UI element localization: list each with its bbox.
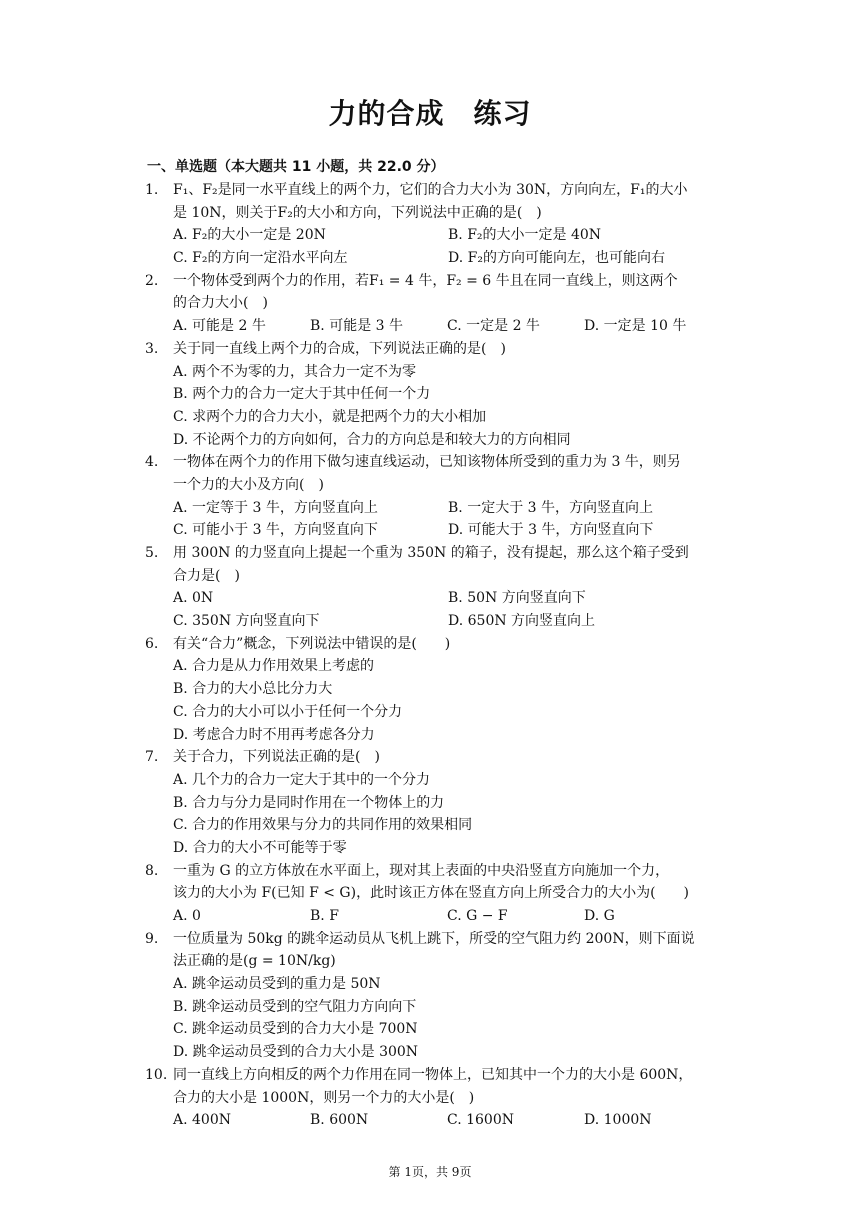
option-group — [145, 655, 720, 746]
question-list — [145, 179, 720, 1132]
answer-option: A. 一定等于 3 牛，方向竖直向上 — [173, 499, 378, 516]
question-number: 9. — [145, 930, 159, 947]
answer-option: A. 可能是 2 牛 — [173, 318, 266, 335]
question-number: 6. — [145, 635, 159, 652]
question-text: F₁、F₂是同一水平直线上的两个力，它们的合力大小为 30N，方向向左，F₁的大小 — [173, 182, 688, 198]
question-text: 关于合力，下列说法正确的是( ) — [173, 749, 380, 766]
question-text: 合力是( ) — [173, 567, 240, 584]
question-stem-line — [145, 474, 720, 497]
answer-option: D. 650N 方向竖直向上 — [448, 613, 596, 630]
answer-option: B. 一定大于 3 牛，方向竖直向上 — [448, 499, 653, 516]
answer-option: D. 一定是 10 牛 — [584, 318, 687, 335]
question-stem-line — [145, 542, 720, 565]
answer-option: D. 不论两个力的方向如何，合力的方向总是和较大力的方向相同 — [173, 431, 571, 448]
question-text: 一物体在两个力的作用下做匀速直线运动，已知该物体所受到的重力为 3 牛，则另 — [173, 454, 681, 471]
option-group — [145, 1109, 720, 1132]
answer-option: A. 合力是从力作用效果上考虑的 — [173, 658, 375, 675]
answer-option: A. 两个不为零的力，其合力一定不为零 — [173, 363, 417, 380]
answer-option: B. 50N 方向竖直向下 — [448, 590, 586, 607]
question-stem-line — [145, 746, 720, 769]
question-text: 有关“合力”概念，下列说法中错误的是( ) — [173, 635, 451, 652]
question-item — [145, 542, 720, 633]
question-item — [145, 270, 720, 338]
question-number: 2. — [145, 272, 159, 289]
question-text: 一个物体受到两个力的作用，若F₁ = 4 牛，F₂ = 6 牛且在同一直线上，则这两个 — [173, 272, 678, 289]
answer-option: A. 400N — [173, 1112, 231, 1129]
answer-option: C. 可能小于 3 牛，方向竖直向下 — [173, 522, 378, 539]
question-number: 1. — [145, 182, 159, 198]
question-text: 同一直线上方向相反的两个力作用在同一物体上，已知其中一个力的大小是 600N， — [173, 1066, 693, 1083]
option-group — [145, 587, 720, 632]
question-text: 法正确的是(g = 10N/kg) — [173, 953, 336, 970]
question-stem-line — [145, 179, 720, 202]
question-number: 10. — [145, 1066, 168, 1083]
option-group — [145, 497, 720, 542]
option-group — [145, 224, 720, 269]
question-item — [145, 746, 720, 859]
answer-option: B. 跳伞运动员受到的空气阻力方向向下 — [173, 998, 417, 1015]
question-item — [145, 928, 720, 1064]
question-item — [145, 338, 720, 451]
question-number: 4. — [145, 454, 159, 471]
answer-option: C. 350N 方向竖直向下 — [173, 613, 320, 630]
page-title: 力的合成 练习 — [328, 97, 532, 130]
answer-option: A. F₂的大小一定是 20N — [173, 227, 326, 244]
question-stem-line — [145, 1064, 720, 1087]
answer-option: D. F₂的方向可能向左，也可能向右 — [448, 250, 665, 267]
answer-option: D. G — [584, 908, 615, 924]
question-stem-line — [145, 928, 720, 951]
question-text: 用 300N 的力竖直向上提起一个重为 350N 的箱子，没有提起，那么这个箱子受到 — [173, 545, 689, 561]
question-stem-line — [145, 292, 720, 315]
section-heading: 一、单选题（本大题共 11 小题，共 22.0 分） — [147, 159, 445, 175]
question-stem-line — [145, 270, 720, 293]
option-group — [145, 973, 720, 1064]
question-stem-line — [145, 338, 720, 361]
question-text: 合力的大小是 1000N，则另一个力的大小是( ) — [173, 1089, 475, 1106]
question-number: 5. — [145, 545, 159, 561]
answer-option: C. 合力的大小可以小于任何一个分力 — [173, 703, 403, 720]
question-item — [145, 179, 720, 270]
option-group — [145, 769, 720, 860]
question-number: 3. — [145, 340, 159, 357]
question-item — [145, 1064, 720, 1132]
answer-option: C. 一定是 2 牛 — [447, 318, 540, 335]
answer-option: D. 跳伞运动员受到的合力大小是 300N — [173, 1044, 419, 1061]
answer-option: C. 求两个力的合力大小，就是把两个力的大小相加 — [173, 408, 487, 425]
answer-option: A. 0 — [173, 908, 201, 924]
answer-option: A. 跳伞运动员受到的重力是 50N — [173, 976, 381, 993]
question-stem-line — [145, 565, 720, 588]
question-stem-line — [145, 882, 720, 905]
question-text: 一重为 G 的立方体放在水平面上，现对其上表面的中央沿竖直方向施加一个力， — [173, 862, 670, 879]
question-stem-line — [145, 950, 720, 973]
question-item — [145, 860, 720, 928]
answer-option: C. 合力的作用效果与分力的共同作用的效果相同 — [173, 817, 473, 834]
option-group — [145, 361, 720, 452]
question-number: 7. — [145, 749, 159, 766]
answer-option: B. 合力与分力是同时作用在一个物体上的力 — [173, 794, 445, 811]
answer-option: B. F₂的大小一定是 40N — [448, 227, 602, 244]
question-text: 一位质量为 50kg 的跳伞运动员从飞机上跳下，所受的空气阻力约 200N，则下面说 — [173, 930, 695, 947]
answer-option: D. 合力的大小不可能等于零 — [173, 839, 347, 856]
option-group — [145, 905, 720, 928]
answer-option: B. 合力的大小总比分力大 — [173, 681, 333, 698]
question-stem-line — [145, 1087, 720, 1110]
question-text: 关于同一直线上两个力的合成，下列说法正确的是( ) — [173, 340, 506, 357]
question-text: 该力的大小为 F(已知 F < G)，此时该正方体在竖直方向上所受合力的大小为( ) — [173, 885, 689, 902]
question-item — [145, 633, 720, 746]
answer-option: B. 可能是 3 牛 — [310, 318, 403, 335]
answer-option: C. 跳伞运动员受到的合力大小是 700N — [173, 1021, 418, 1038]
question-item — [145, 451, 720, 542]
answer-option: D. 可能大于 3 牛，方向竖直向下 — [448, 522, 654, 539]
answer-option: C. G − F — [447, 908, 508, 924]
question-stem-line — [145, 633, 720, 656]
answer-option: D. 1000N — [584, 1112, 652, 1129]
answer-option: C. 1600N — [447, 1112, 514, 1129]
question-text: 是 10N，则关于F₂的大小和方向，下列说法中正确的是( ) — [173, 204, 542, 221]
answer-option: C. F₂的方向一定沿水平向左 — [173, 250, 348, 267]
answer-option: A. 0N — [173, 590, 214, 607]
answer-option: B. F — [310, 908, 339, 924]
answer-option: D. 考虑合力时不用再考虑各分力 — [173, 726, 375, 743]
question-text: 的合力大小( ) — [173, 295, 268, 312]
question-stem-line — [145, 202, 720, 225]
question-stem-line — [145, 451, 720, 474]
answer-option: B. 两个力的合力一定大于其中任何一个力 — [173, 386, 431, 403]
question-number: 8. — [145, 862, 159, 879]
question-stem-line — [145, 860, 720, 883]
option-group — [145, 315, 720, 338]
answer-option: A. 几个力的合力一定大于其中的一个分力 — [173, 771, 431, 788]
page-footer: 第 1页，共 9页 — [388, 1165, 472, 1179]
answer-option: B. 600N — [310, 1112, 369, 1129]
question-text: 一个力的大小及方向( ) — [173, 476, 324, 493]
